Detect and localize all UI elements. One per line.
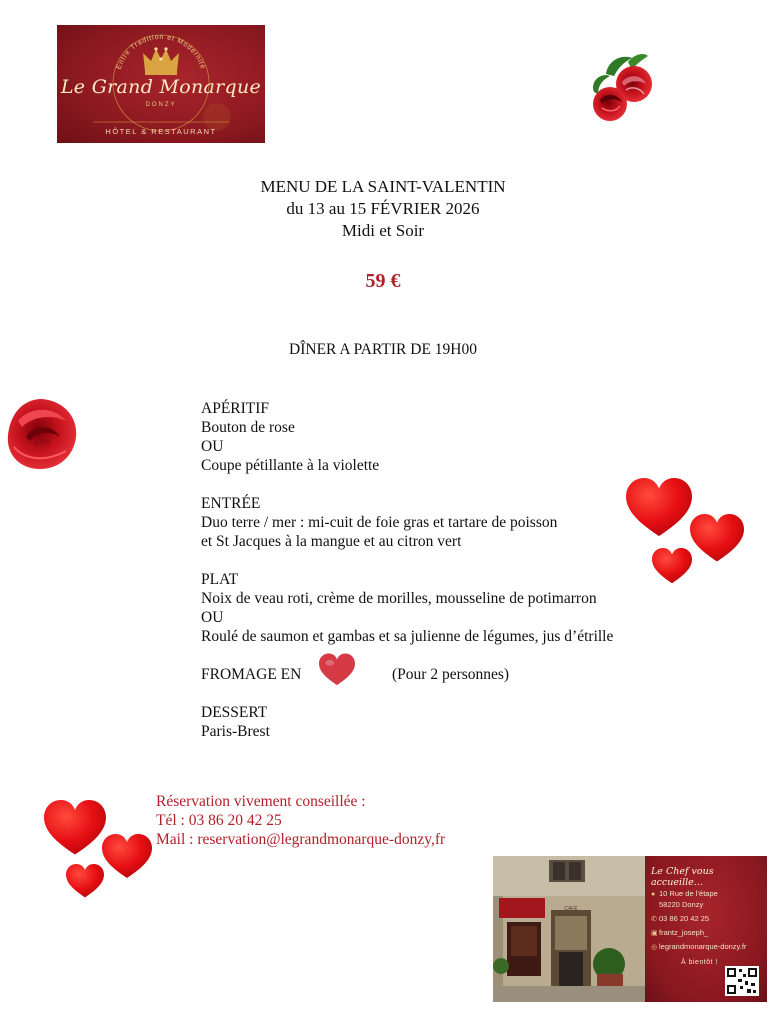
qr-code[interactable] bbox=[725, 966, 759, 996]
card-address-line2: 58220 Donzy bbox=[659, 900, 704, 909]
menu-line: Roulé de saumon et gambas et sa julienne de légumes, jus d’étrille bbox=[201, 628, 614, 645]
logo-arc-text: Entre Tradition et Modernité bbox=[115, 33, 207, 71]
menu-line: Noix de veau roti, crème de morilles, mousseline de potimarron bbox=[201, 590, 597, 607]
dinner-time-note: DÎNER A PARTIR DE 19H00 bbox=[289, 341, 477, 358]
hearts-decoration bbox=[624, 476, 746, 588]
section-heading: PLAT bbox=[201, 571, 239, 588]
plat-section bbox=[201, 570, 671, 646]
menu-dates: du 13 au 15 FÉVRIER 2026 bbox=[286, 199, 480, 218]
reservation-phone[interactable]: Tél : 03 86 20 42 25 bbox=[156, 812, 282, 829]
card-website[interactable]: legrandmonarque-donzy.fr bbox=[659, 942, 747, 951]
menu-service: Midi et Soir bbox=[341, 221, 425, 240]
globe-icon: ◎ bbox=[651, 944, 658, 951]
storefront-photo bbox=[493, 856, 645, 1002]
entree-section bbox=[201, 494, 671, 551]
menu-line: OU bbox=[201, 609, 224, 626]
location-icon: ● bbox=[651, 891, 656, 898]
menu-price: 59 € bbox=[365, 270, 401, 292]
menu-line: et St Jacques à la mangue et au citron vert bbox=[201, 533, 462, 550]
roses-bouquet-image bbox=[588, 52, 662, 124]
card-instagram[interactable]: frantz_joseph_ bbox=[659, 928, 709, 937]
card-address-line1: 10 Rue de l’étape bbox=[659, 889, 718, 898]
heart-icon bbox=[319, 652, 355, 688]
logo-town: DONZY bbox=[145, 102, 177, 108]
hearts-decoration bbox=[42, 798, 154, 902]
reservation-email[interactable]: Mail : reservation@legrandmonarque-donzy,fr bbox=[156, 831, 446, 848]
section-heading: DESSERT bbox=[201, 704, 268, 721]
card-goodbye: À bientôt ! bbox=[681, 959, 719, 966]
section-heading: FROMAGE EN bbox=[201, 666, 302, 683]
logo-name: Le Grand Monarque bbox=[60, 76, 262, 98]
instagram-icon: ▣ bbox=[651, 930, 658, 937]
fromage-section bbox=[201, 665, 671, 684]
restaurant-logo bbox=[57, 25, 265, 143]
rose-image bbox=[4, 397, 80, 471]
section-heading: APÉRITIF bbox=[201, 400, 270, 417]
phone-icon: ✆ bbox=[651, 916, 657, 923]
menu-line: Duo terre / mer : mi-cuit de foie gras et tartare de poisson bbox=[201, 514, 558, 531]
menu-line: Paris-Brest bbox=[201, 723, 270, 740]
reservation-note: Réservation vivement conseillée : bbox=[156, 793, 366, 810]
card-tagline: Le Chef vous accueille... bbox=[651, 866, 714, 888]
aperitif-section bbox=[201, 399, 671, 475]
logo-subtitle: HÔTEL & RESTAURANT bbox=[105, 127, 217, 136]
menu-line: Bouton de rose bbox=[201, 419, 295, 436]
menu-content bbox=[201, 399, 671, 760]
card-phone[interactable]: 03 86 20 42 25 bbox=[659, 914, 710, 923]
menu-line: OU bbox=[201, 438, 224, 455]
crown-icon bbox=[143, 47, 179, 75]
shop-sign: CAFÉ bbox=[564, 906, 578, 912]
contact-panel bbox=[645, 856, 767, 1002]
reservation-info bbox=[156, 792, 445, 849]
fromage-note: (Pour 2 personnes) bbox=[392, 666, 510, 683]
contact-card bbox=[493, 856, 767, 1002]
menu-line: Coupe pétillante à la violette bbox=[201, 457, 380, 474]
section-heading: ENTRÉE bbox=[201, 495, 261, 512]
menu-title: MENU DE LA SAINT-VALENTIN bbox=[260, 177, 506, 196]
dessert-section bbox=[201, 703, 671, 741]
